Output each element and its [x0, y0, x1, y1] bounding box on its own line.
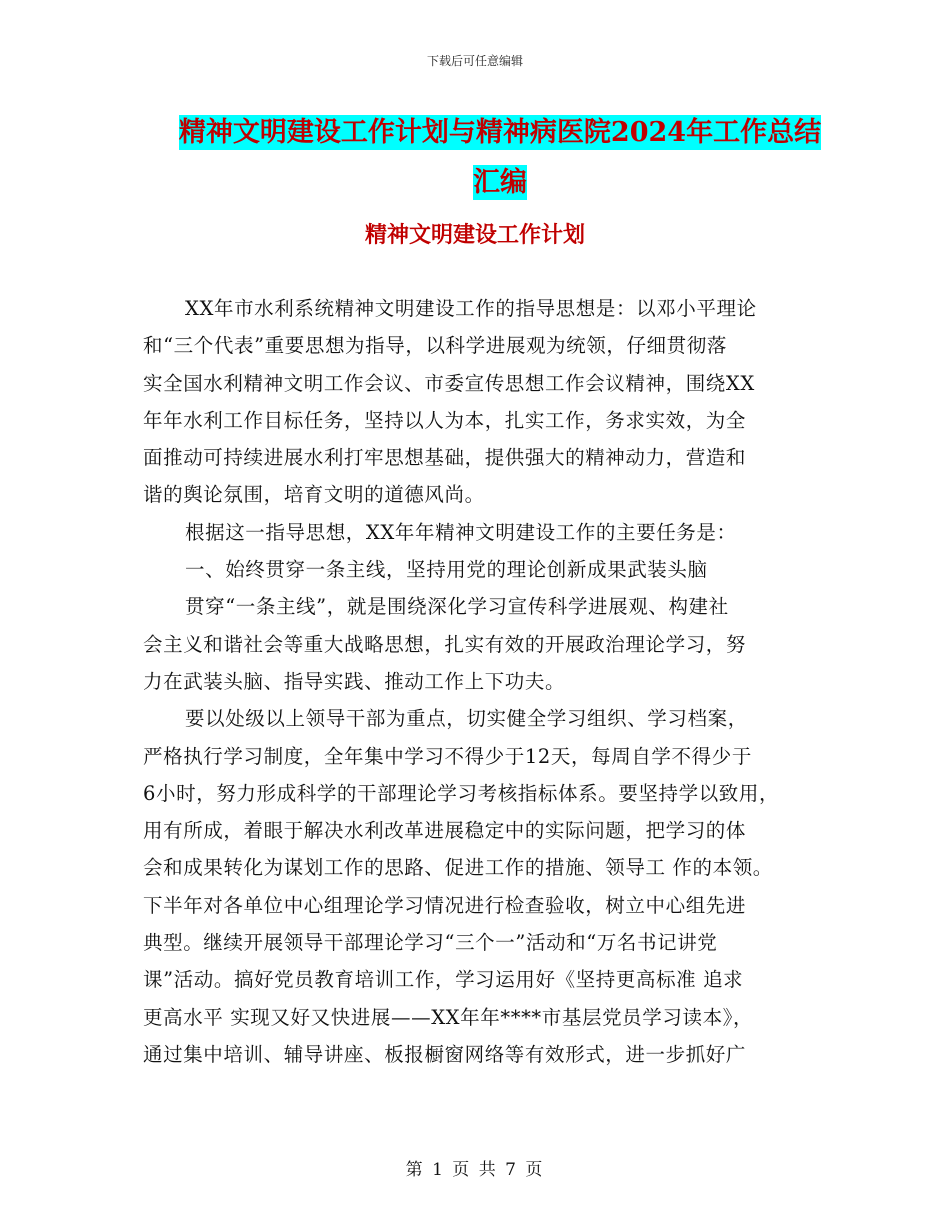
text-line: 下半年对各单位中心组理论学习情况进行检查验收，树立中心组先进	[143, 893, 747, 917]
text-line: 会和成果转化为谋划工作的思路、促进工作的措施、领导工 作的本领。	[143, 856, 773, 880]
section-title: 精神文明建设工作计划	[364, 222, 585, 248]
text-line: 力在武装头脑、指导实践、推动工作上下功夫。	[143, 669, 566, 693]
text-line: 实全国水利精神文明工作会议、市委宣传思想工作会议精神，围绕XX	[143, 371, 755, 395]
page-footer: 第 1 页 共 7 页	[405, 1160, 545, 1180]
header-note: 下载后可任意编辑	[426, 54, 523, 68]
body-text	[143, 290, 823, 1073]
text-line: 年年水利工作目标任务，坚持以人为本，扎实工作，务求实效，为全	[143, 408, 747, 432]
text-line: 更高水平 实现又好又快进展——XX年年****市基层党员学习读本》，	[143, 1005, 754, 1029]
text-line: 课”活动。搞好党员教育培训工作，学习运用好《坚持更高标准 追求	[143, 968, 744, 992]
title-line-2: 汇编	[473, 167, 527, 198]
text-line: 严格执行学习制度，全年集中学习不得少于12天，每周自学不得少于	[143, 744, 752, 768]
text-line: 用有所成，着眼于解决水利改革进展稳定中的实际问题，把学习的体	[143, 819, 747, 843]
text-line: 会主义和谐社会等重大战略思想，扎实有效的开展政治理论学习，努	[143, 632, 747, 656]
document-title	[150, 108, 850, 208]
text-line: 和“三个代表”重要思想为指导，以科学进展观为统领，仔细贯彻落	[143, 334, 727, 358]
text-line: 典型。继续开展领导干部理论学习“三个一”活动和“万名书记讲党	[143, 931, 718, 955]
text-line: 一、始终贯穿一条主线，坚持用党的理论创新成果武装头脑	[185, 558, 708, 582]
text-line: 根据这一指导思想，XX年年精神文明建设工作的主要任务是：	[185, 520, 737, 544]
text-line: 通过集中培训、辅导讲座、板报橱窗网络等有效形式，进一步抓好广	[143, 1042, 747, 1066]
text-line: 贯穿“一条主线”，就是围绕深化学习宣传科学进展观、构建社	[185, 595, 729, 619]
text-line: 面推动可持续进展水利打牢思想基础，提供强大的精神动力，营造和	[143, 446, 747, 470]
text-line: 要以处级以上领导干部为重点，切实健全学习组织、学习档案，	[185, 707, 748, 731]
text-line: 6小时，努力形成科学的干部理论学习考核指标体系。要坚持学以致用，	[143, 781, 780, 805]
text-line: XX年市水利系统精神文明建设工作的指导思想是：以邓小平理论	[185, 297, 757, 320]
text-line: 谐的舆论氛围，培育文明的道德风尚。	[143, 483, 485, 507]
title-line-1: 精神文明建设工作计划与精神病医院2024年工作总结	[178, 117, 822, 148]
